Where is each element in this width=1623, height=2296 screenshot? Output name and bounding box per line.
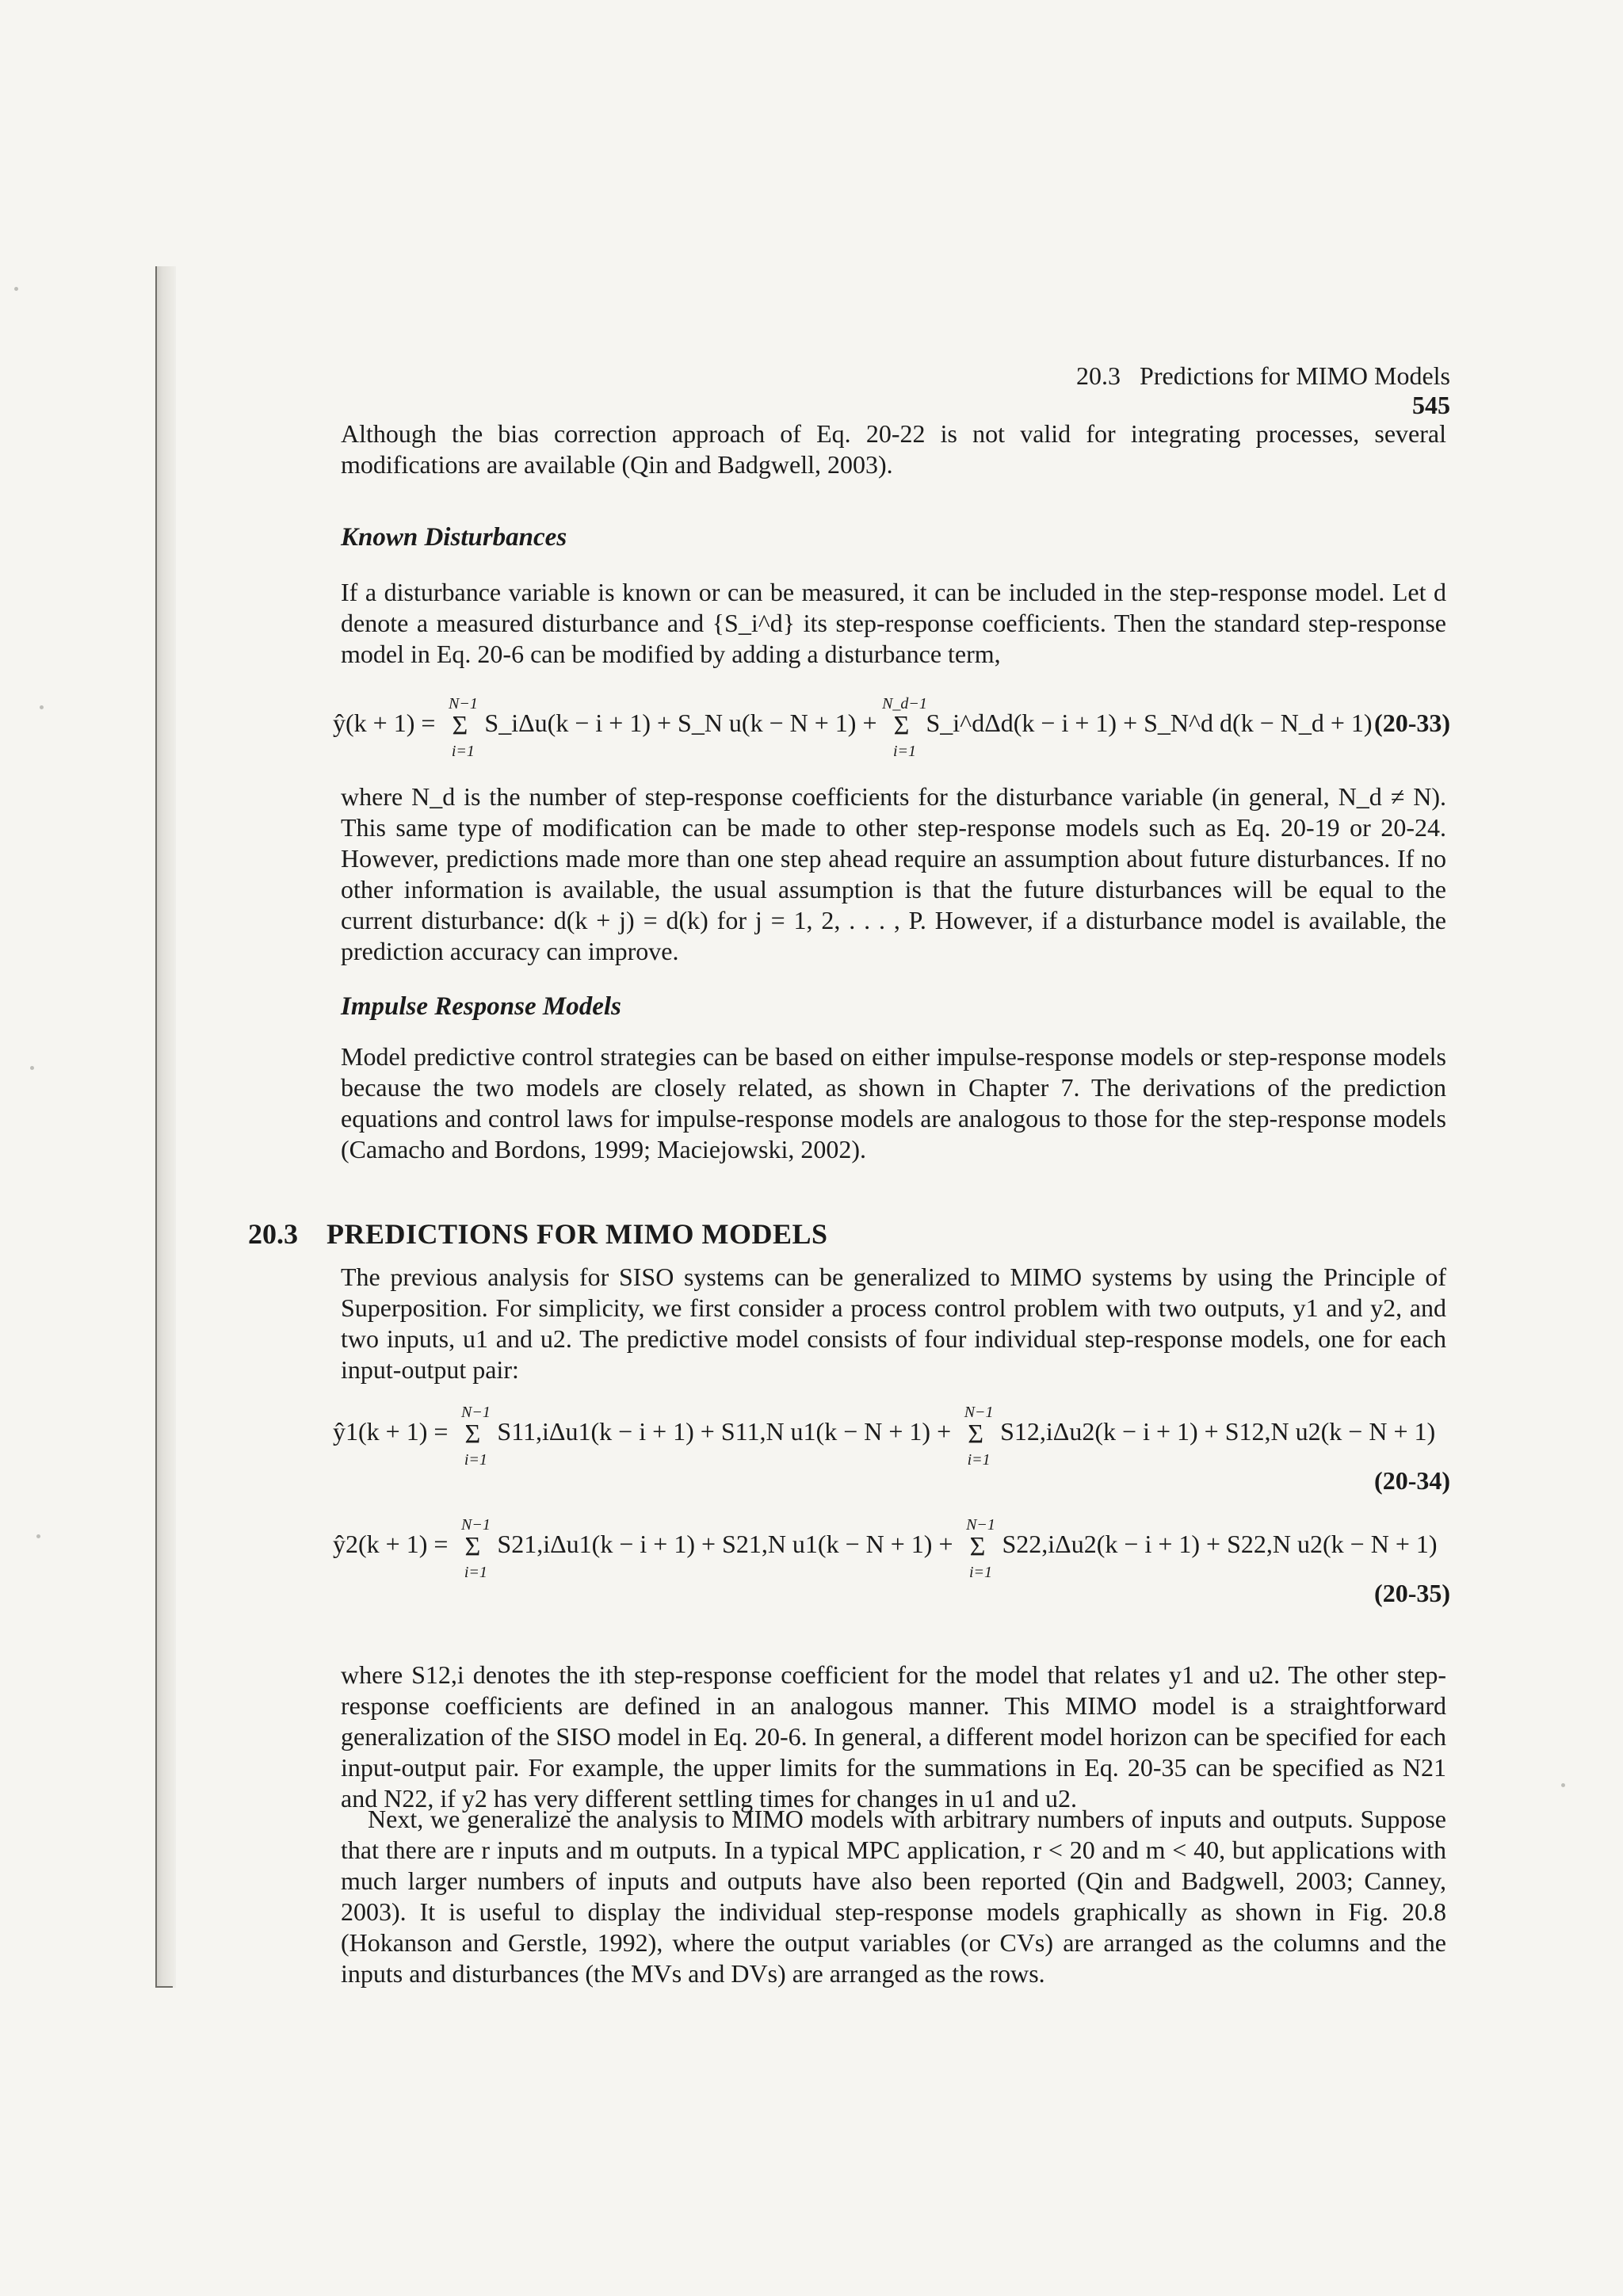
paragraph-mimo-3 <box>341 1804 1446 1989</box>
equation-20-34 <box>333 1403 1450 1495</box>
equation-body <box>333 1403 1436 1469</box>
paragraph-known-2 <box>341 781 1446 967</box>
sum-lower-limit: i=1 <box>968 1563 993 1581</box>
equation-number: (20-34) <box>1374 1466 1450 1495</box>
scan-speck <box>1561 1783 1565 1787</box>
subheading-impulse-response: Impulse Response Models <box>341 992 621 1021</box>
summation-sign: Σ N−1 i=1 <box>441 701 478 751</box>
scan-speck <box>36 1534 40 1538</box>
sum-upper-limit: N−1 <box>966 1515 995 1534</box>
running-head-title: Predictions for MIMO Models <box>1140 361 1450 390</box>
equation-lhs: ŷ1(k + 1) = <box>333 1417 449 1446</box>
section-title: PREDICTIONS FOR MIMO MODELS <box>327 1218 828 1250</box>
summation-sign: Σ N_d−1 i=1 <box>883 701 919 751</box>
scan-speck <box>30 1066 34 1070</box>
sum-upper-limit: N−1 <box>448 694 478 712</box>
summation-sign: Σ N−1 i=1 <box>454 1409 491 1460</box>
paragraph-known-2-text: where N_d is the number of step-response coefficients for the disturbance variable (in general, N_d ≠ N). This same type of modification can be made to other step-response models such as Eq. 20-19 or 20-24. However, predictions made more than one step ahead require an assumption about future disturbances. If no other information is available, the usual assumption is that the future disturbances will be equal to the current disturbance: d(k + j) = d(k) for j = 1, 2, . . . , P. However, if a disturbance model is available, the prediction accuracy can improve. <box>341 782 1446 966</box>
summation-sign: Σ N−1 i=1 <box>454 1522 491 1572</box>
summation-sign: Σ N−1 i=1 <box>959 1522 995 1572</box>
equation-20-33 <box>333 694 1450 760</box>
paragraph-impulse <box>341 1041 1446 1165</box>
paragraph-mimo-1-text: The previous analysis for SISO systems can be generalized to MIMO systems by using the Principle of Superposition. For simplicity, we first consider a process control problem with two outputs, y1 and y2, and two inputs, u1 and u2. The predictive model consists of four individual step-response models, one for each input-output pair: <box>341 1263 1446 1385</box>
sum-upper-limit: N_d−1 <box>882 694 927 712</box>
equation-lhs: ŷ(k + 1) = <box>333 709 436 737</box>
equation-term: S21,iΔu1(k − i + 1) + S21,N u1(k − N + 1) + <box>497 1530 953 1558</box>
summation-sign: Σ N−1 i=1 <box>957 1409 994 1460</box>
equation-20-35 <box>333 1515 1450 1607</box>
equation-term: S_i^dΔd(k − i + 1) + S_N^d d(k − N_d + 1) <box>926 709 1373 737</box>
sum-lower-limit: i=1 <box>451 742 475 760</box>
scan-speck <box>14 287 18 291</box>
paragraph-mimo-1 <box>341 1262 1446 1385</box>
scan-speck <box>40 705 44 709</box>
sum-lower-limit: i=1 <box>464 1450 487 1469</box>
section-number: 20.3 <box>248 1218 298 1250</box>
paragraph-bias-text: Although the bias correction approach of Eq. 20-22 is not valid for integrating processes, several modifications are available (Qin and Badgwell, 2003). <box>341 419 1446 479</box>
page-binding-foot <box>155 1986 173 1988</box>
page-binding-shadow <box>155 266 176 1988</box>
sum-lower-limit: i=1 <box>464 1563 487 1581</box>
subheading-known-disturbances: Known Disturbances <box>341 523 567 552</box>
equation-body <box>333 694 1373 760</box>
paragraph-impulse-text: Model predictive control strategies can be based on either impulse-response models or step-response models because the two models are closely related, as shown in Chapter 7. The derivations of the prediction equations and control laws for impulse-response models are analogous to those for the step-response models (Camacho and Bordons, 1999; Maciejowski, 2002). <box>341 1042 1446 1164</box>
equation-body <box>333 1515 1438 1581</box>
page-number: 545 <box>1412 391 1450 419</box>
paragraph-bias <box>341 418 1446 480</box>
equation-term: S12,iΔu2(k − i + 1) + S12,N u2(k − N + 1) <box>1000 1417 1436 1446</box>
paragraph-mimo-3-text: Next, we generalize the analysis to MIMO models with arbitrary numbers of inputs and outputs. Suppose that there are r inputs and m outputs. In a typical MPC application, r < 20 and m < 40, but applications with much larger numbers of inputs and outputs have also been reported (Qin and Badgwell, 2003; Canney, 2003). It is useful to display the individual step-response models graphically as shown in Fig. 20.8 (Hokanson and Gerstle, 1992), where the output variables (or CVs) are arranged as the columns and the inputs and disturbances (the MVs and DVs) are arranged as the rows. <box>341 1805 1446 1988</box>
equation-term: S22,iΔu2(k − i + 1) + S22,N u2(k − N + 1) <box>1002 1530 1438 1558</box>
equation-term: S_iΔu(k − i + 1) + S_N u(k − N + 1) + <box>484 709 877 737</box>
running-head-section: 20.3 <box>1076 361 1121 390</box>
equation-number: (20-35) <box>1374 1579 1450 1607</box>
sum-lower-limit: i=1 <box>967 1450 991 1469</box>
equation-lhs: ŷ2(k + 1) = <box>333 1530 449 1558</box>
paragraph-known-1 <box>341 577 1446 670</box>
sum-upper-limit: N−1 <box>460 1515 491 1534</box>
equation-term: S11,iΔu1(k − i + 1) + S11,N u1(k − N + 1) + <box>497 1417 952 1446</box>
page-binding-edge <box>155 266 157 1988</box>
sum-lower-limit: i=1 <box>892 742 917 760</box>
running-head <box>1022 361 1450 420</box>
sum-upper-limit: N−1 <box>964 1403 994 1421</box>
paragraph-mimo-2 <box>341 1660 1446 1814</box>
paragraph-mimo-2-text: where S12,i denotes the ith step-response coefficient for the model that relates y1 and u2. The other step-response coefficients are defined in an analogous manner. This MIMO model is a straightforward generalization of the SISO model in Eq. 20-6. In general, a different model horizon can be specified for each input-output pair. For example, the upper limits for the summations in Eq. 20-35 can be specified as N21 and N22, if y2 has very different settling times for changes in u1 and u2. <box>341 1660 1446 1813</box>
sum-upper-limit: N−1 <box>460 1403 491 1421</box>
equation-number: (20-33) <box>1374 709 1450 737</box>
paragraph-known-1-text: If a disturbance variable is known or can be measured, it can be included in the step-response model. Let d denote a measured disturbance and {S_i^d} its step-response coefficients. Then the standard step-response model in Eq. 20-6 can be modified by adding a disturbance term, <box>341 578 1446 669</box>
